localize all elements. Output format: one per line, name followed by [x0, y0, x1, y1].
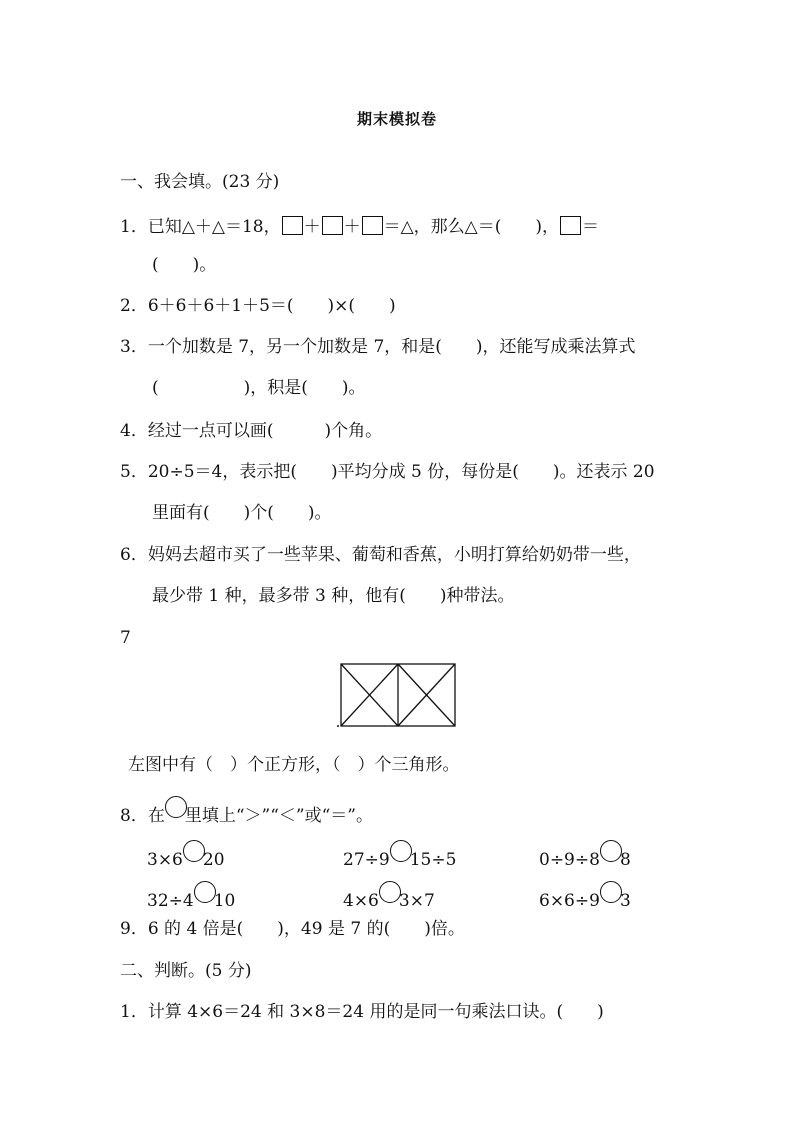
question-1-cont: ( )。: [152, 255, 217, 275]
compare-item-2: 27÷9 15÷5: [343, 840, 456, 870]
question-5-cont: 里面有( )个( )。: [152, 503, 332, 523]
question-4: 4．经过一点可以画( )个角。: [120, 421, 383, 441]
question-3-cont: ( )，积是( )。: [152, 378, 366, 398]
question-5: 5．20÷5＝4，表示把( )平均分成 5 份，每份是( )。还表示 20: [120, 462, 655, 482]
squares-triangles-figure: [336, 660, 458, 730]
question-7-caption: 左图中有（ ）个正方形，（ ）个三角形。: [128, 755, 460, 775]
question-2: 2．6＋6＋6＋1＋5＝( )×( ): [120, 296, 396, 316]
page-title: 期末模拟卷: [356, 110, 437, 128]
compare-item-4: 32÷4 10: [147, 881, 235, 911]
compare-circle-1: [183, 840, 205, 862]
question-7-number: 7: [120, 628, 131, 648]
compare-item-6: 6×6÷9 3: [539, 881, 631, 911]
compare-item-1: 3×6 20: [147, 840, 225, 870]
judge-question-1: 1．计算 4×6＝24 和 3×8＝24 用的是同一句乘法口诀。( ): [120, 1002, 604, 1022]
circle-blank-icon: [165, 796, 187, 818]
compare-circle-2: [390, 840, 412, 862]
compare-item-3: 0÷9÷8 8: [539, 840, 631, 870]
question-3: 3．一个加数是 7，另一个加数是 7，和是( )，还能写成乘法算式: [120, 337, 636, 357]
square-box-2: [322, 216, 343, 235]
section2-heading: 二、判断。(5 分): [120, 961, 252, 981]
compare-circle-3: [600, 840, 622, 862]
compare-circle-5: [379, 881, 401, 903]
section1-heading: 一、我会填。(23 分): [120, 172, 280, 192]
compare-circle-4: [194, 881, 216, 903]
compare-circle-6: [600, 881, 622, 903]
figure-dot: [337, 725, 339, 727]
question-6: 6．妈妈去超市买了一些苹果、葡萄和香蕉，小明打算给奶奶带一些，: [120, 545, 641, 565]
square-box-3: [362, 216, 383, 235]
compare-item-5: 4×6 3×7: [343, 881, 435, 911]
question-8: 8．在 里填上“＞”“＜”或“＝”。: [120, 796, 373, 826]
square-box-4: [560, 216, 581, 235]
question-6-cont: 最少带 1 种，最多带 3 种，他有( )种带法。: [152, 586, 515, 606]
question-9: 9．6 的 4 倍是( )，49 是 7 的( )倍。: [120, 919, 465, 939]
square-box-1: [282, 216, 303, 235]
question-1: 1．已知△＋△＝18， ＋ ＋ ＝△，那么△＝( )， ＝: [120, 217, 600, 237]
